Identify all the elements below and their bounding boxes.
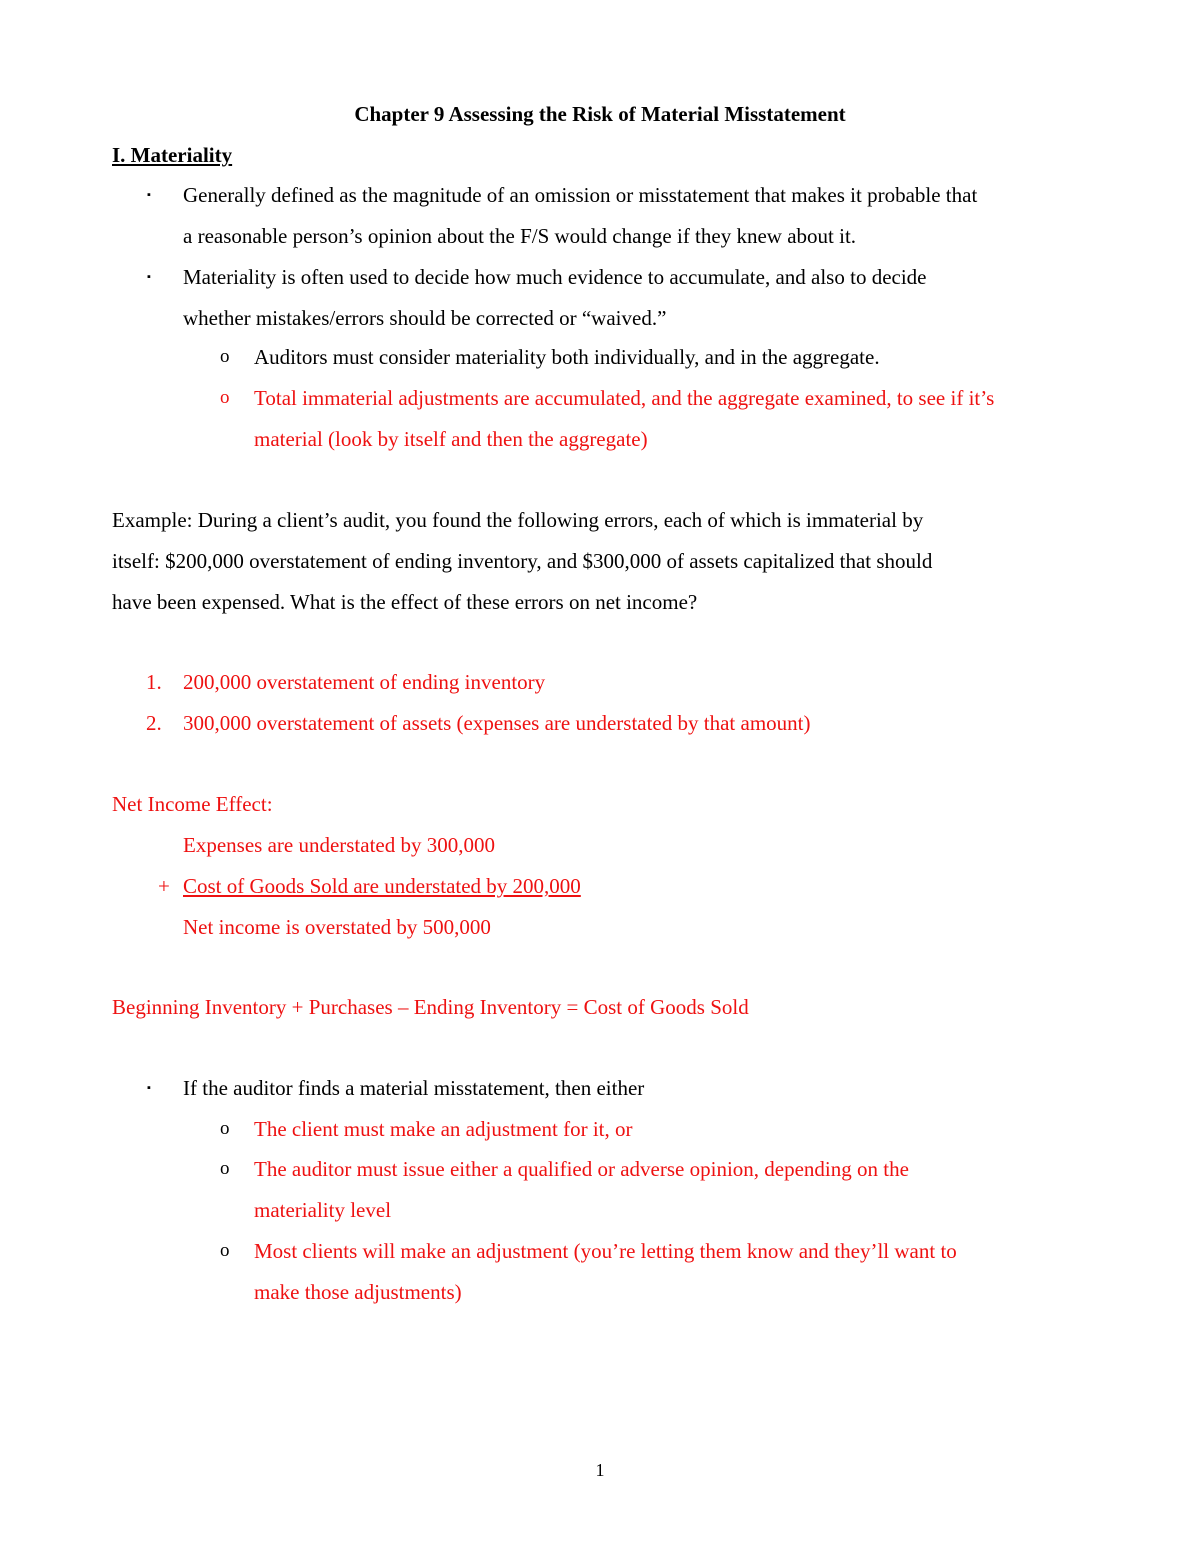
circle-bullet-icon: o [220, 387, 230, 408]
bullet-2-line-1: Materiality is often used to decide how much evidence to accumulate, and also to decide [183, 265, 927, 289]
example-line-2: itself: $200,000 overstatement of ending inventory, and $300,000 of assets capitalized that should [112, 549, 933, 573]
plus-sign: + [158, 874, 170, 898]
list-number: 1. [146, 670, 162, 694]
sub-bullet-aggregate: Auditors must consider materiality both individually, and in the aggregate. [254, 345, 880, 369]
net-income-heading: Net Income Effect: [112, 792, 273, 816]
sub-bullet-opinion-line-1: The auditor must issue either a qualified or adverse opinion, depending on the [254, 1157, 909, 1181]
example-line-3: have been expensed. What is the effect of these errors on net income? [112, 590, 698, 614]
example-line-1: Example: During a client’s audit, you found the following errors, each of which is immaterial by [112, 508, 924, 532]
numbered-item-2: 300,000 overstatement of assets (expenses are understated by that amount) [183, 711, 811, 735]
numbered-item-1: 200,000 overstatement of ending inventory [183, 670, 546, 694]
bullet-3-line-1: If the auditor finds a material misstatement, then either [183, 1076, 645, 1100]
net-income-expenses: Expenses are understated by 300,000 [183, 833, 495, 857]
bullet-1-line-1: Generally defined as the magnitude of an omission or misstatement that makes it probable that [183, 183, 978, 207]
sub-bullet-adjustment: The client must make an adjustment for it, or [254, 1117, 633, 1141]
sub-bullet-opinion-line-2: materiality level [254, 1198, 392, 1222]
circle-bullet-icon: o [220, 1240, 230, 1261]
square-bullet-icon: ▪ [147, 189, 151, 201]
bullet-2-line-2: whether mistakes/errors should be corrected or “waived.” [183, 306, 667, 330]
net-income-cogs: Cost of Goods Sold are understated by 200,000 [183, 874, 581, 898]
list-number: 2. [146, 711, 162, 735]
sub-bullet-immaterial-line-1: Total immaterial adjustments are accumulated, and the aggregate examined, to see if it’s [254, 386, 995, 410]
circle-bullet-icon: o [220, 1158, 230, 1179]
square-bullet-icon: ▪ [147, 1082, 151, 1094]
sub-bullet-immaterial-line-2: material (look by itself and then the aggregate) [254, 427, 648, 451]
section-heading-materiality: I. Materiality [112, 143, 233, 167]
circle-bullet-icon: o [220, 346, 230, 367]
page-number: 1 [595, 1460, 605, 1480]
net-income-result: Net income is overstated by 500,000 [183, 915, 491, 939]
document-title: Chapter 9 Assessing the Risk of Material Misstatement [354, 102, 846, 126]
square-bullet-icon: ▪ [147, 271, 151, 283]
sub-bullet-most-clients-line-2: make those adjustments) [254, 1280, 462, 1304]
bullet-1-line-2: a reasonable person’s opinion about the F/S would change if they knew about it. [183, 224, 857, 248]
sub-bullet-most-clients-line-1: Most clients will make an adjustment (you’re letting them know and they’ll want to [254, 1239, 957, 1263]
circle-bullet-icon: o [220, 1118, 230, 1139]
cogs-formula: Beginning Inventory + Purchases – Ending Inventory = Cost of Goods Sold [112, 995, 749, 1019]
